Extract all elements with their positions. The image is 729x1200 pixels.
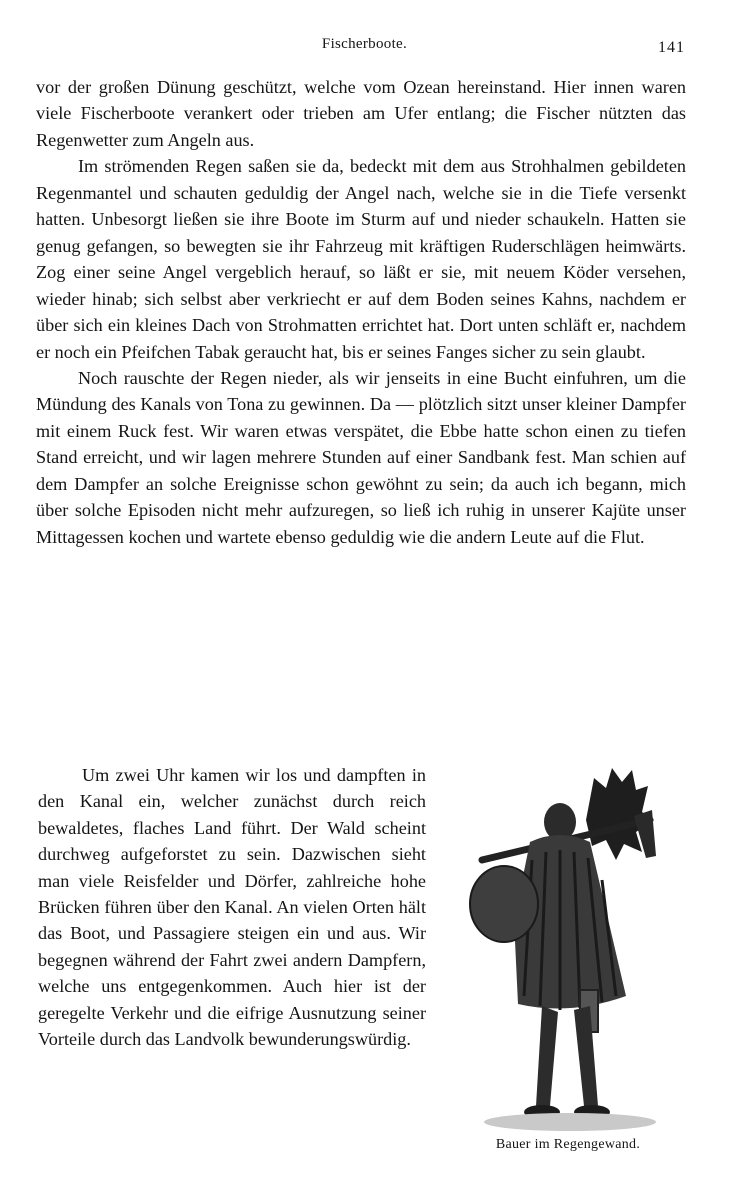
paragraph-2: Im strömenden Regen saßen sie da, bedeckt mit dem aus Strohhalmen gebildeten Regenmantel und schauten geduldig der Angel nach, welche sie in die Tiefe versenkt hatten. Unbesorgt ließen sie ihre Boote im Sturm auf und nieder schaukeln. Hatten sie genug gefangen, so bewegten sie ihr Fahrzeug mit kräftigen Ruderschlägen heimwärts. Zog einer seine Angel vergeblich herauf, so läßt er sie, mit neuem Köder versehen, wieder hinab; sich selbst aber verkriecht er auf dem Boden seines Kahns, nachdem er über sich ein kleines Dach von Strohmatten errichtet hat. Dort unten schläft er, nachdem er noch ein Pfeifchen Tabak geraucht hat, bis er seines Fanges sicher zu sein glaubt. bbox=[36, 156, 686, 362]
left-leg bbox=[536, 1006, 558, 1106]
ground-shadow bbox=[484, 1113, 656, 1131]
paragraph-3: Noch rauschte der Regen nieder, als wir jenseits in eine Bucht einfuhren, um die Mündung des Kanals von Tona zu gewinnen. Da — plötzlich sitzt unser kleiner Dampfer mit einem Ruck fest. Wir waren etwas verspätet, die Ebbe hatte schon einen zu tiefen Stand erreicht, und wir lagen mehrere Stunden auf einer Sandbank fest. Man schien auf dem Dampfer an solche Ereignisse schon gewöhnt zu sein; da auch ich begann, mich über solche Episoden nicht mehr aufzuregen, so ließ ich ruhig in unserer Kajüte unser Mittagessen kochen und wartete ebenso geduldig wie die andern Leute auf die Flut. bbox=[36, 367, 686, 547]
page-header bbox=[0, 36, 729, 60]
page-number: 141 bbox=[658, 39, 685, 56]
farmer-illustration bbox=[466, 760, 666, 1160]
figure-caption: Bauer im Regengewand. bbox=[495, 1137, 641, 1152]
body-text bbox=[36, 74, 686, 550]
figure-farmer-in-rain-cape bbox=[466, 760, 666, 1160]
paragraph-1: vor der großen Dünung geschützt, welche vom Ozean hereinstand. Hier innen waren viele Fischerboote verankert oder trieben am Ufer entlang; die Fischer nützten das Regenwetter zum Angeln aus. bbox=[36, 77, 686, 150]
paragraph-4: Um zwei Uhr kamen wir los und dampften in den Kanal ein, welcher zunächst durch reich bewaldetes, flaches Land führt. Der Wald scheint durchweg aufgeforstet zu sein. Dazwischen sieht man viele Reisfelder und Dörfer, zahlreiche hohe Brücken führen über den Kanal. An vielen Orten hält das Boot, und Passagiere steigen ein und aus. Wir begegnen während der Fahrt zwei andern Dampfern, welche uns entgegenkommen. Auch hier ist der geregelte Verkehr und die eifrige Ausnutzung seiner Vorteile durch das Landvolk bewunderungswürdig. bbox=[38, 765, 426, 1050]
wrapped-text-column bbox=[38, 762, 426, 1052]
running-title: Fischerboote. bbox=[321, 36, 408, 52]
tool-head bbox=[634, 810, 656, 858]
